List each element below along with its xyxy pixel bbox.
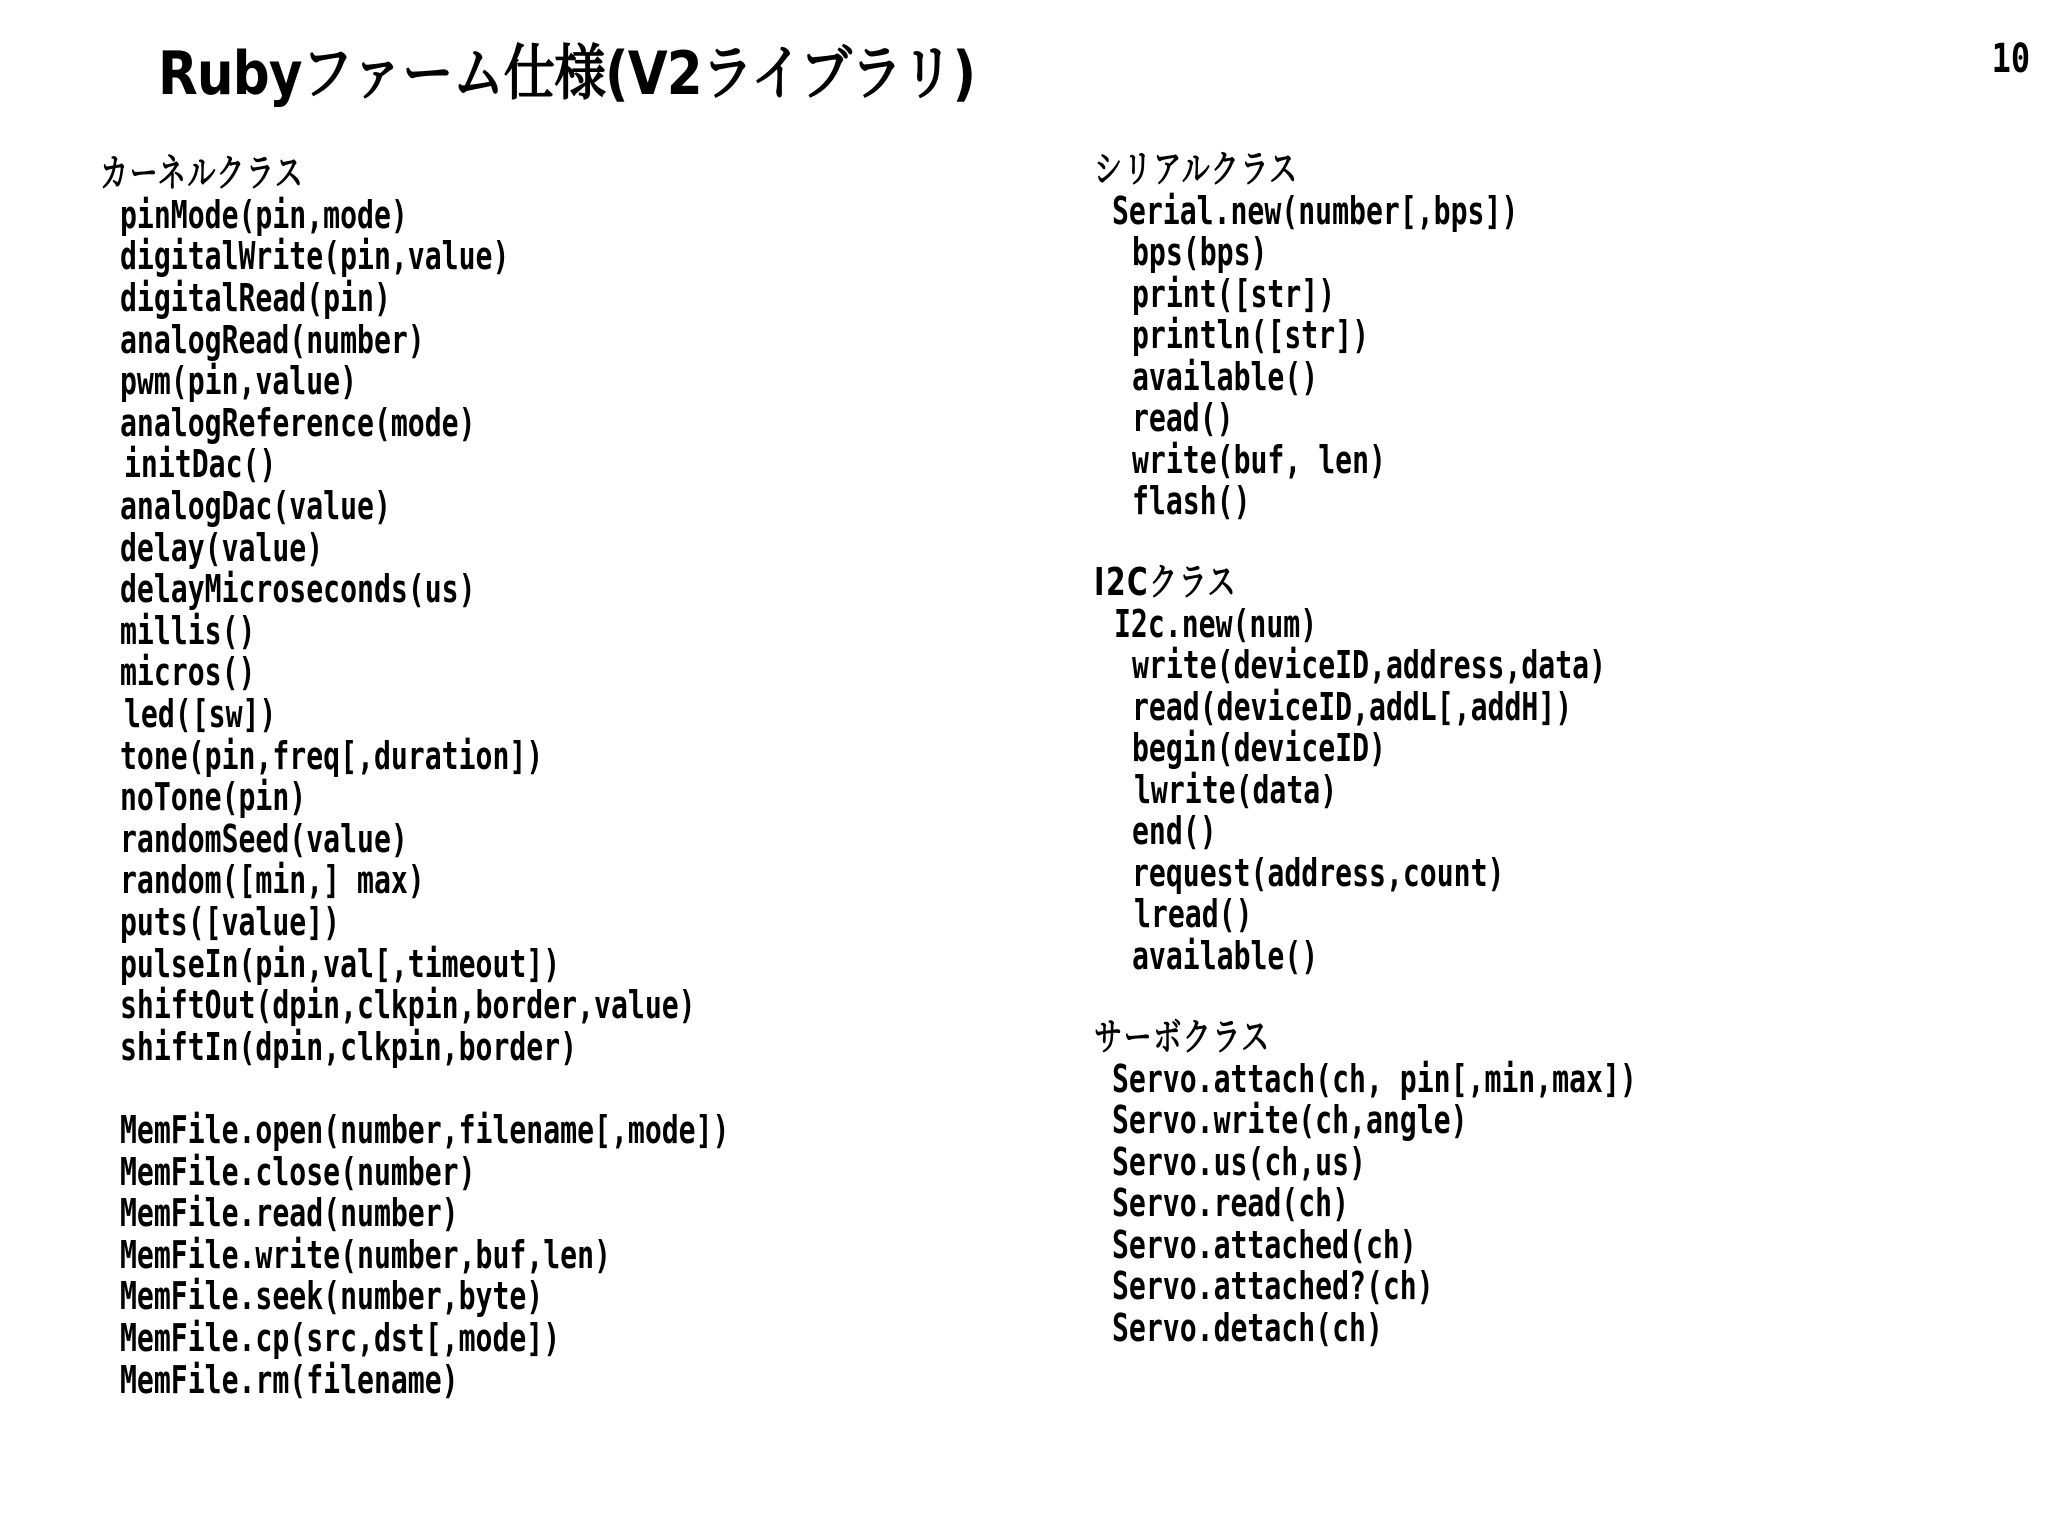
- slide-title: Rubyファーム仕様(V2ライブラリ): [158, 39, 976, 109]
- servo-method: Servo.read(ch): [1112, 1181, 1350, 1225]
- kernel-method: delay(value): [120, 526, 324, 570]
- i2c-method: read(deviceID,addL[,addH]): [1132, 685, 1573, 729]
- servo-heading: サーボクラス: [1094, 1015, 1271, 1059]
- serial-method: available(): [1132, 355, 1319, 399]
- memfile-method: MemFile.close(number): [120, 1150, 476, 1194]
- memfile-method: MemFile.write(number,buf,len): [120, 1233, 611, 1277]
- servo-method: Servo.attached?(ch): [1112, 1264, 1434, 1308]
- serial-method: println([str]): [1132, 313, 1370, 357]
- kernel-method: analogRead(number): [120, 318, 425, 362]
- kernel-method: tone(pin,freq[,duration]): [120, 734, 544, 778]
- kernel-method: noTone(pin): [120, 775, 307, 819]
- kernel-method: millis(): [120, 609, 256, 653]
- serial-heading: シリアルクラス: [1094, 147, 1299, 191]
- i2c-method: lread(): [1134, 892, 1253, 936]
- i2c-method: end(): [1132, 809, 1217, 853]
- kernel-method: led([sw]): [124, 692, 277, 736]
- serial-constructor: Serial.new(number[,bps]): [1112, 189, 1519, 233]
- kernel-method: digitalWrite(pin,value): [120, 234, 510, 278]
- serial-method: print([str]): [1132, 272, 1336, 316]
- i2c-method: request(address,count): [1132, 851, 1505, 895]
- i2c-constructor: I2c.new(num): [1114, 602, 1318, 646]
- kernel-method: random([min,] max): [120, 858, 425, 902]
- i2c-method: begin(deviceID): [1132, 726, 1386, 770]
- kernel-method: delayMicroseconds(us): [120, 567, 476, 611]
- memfile-method: MemFile.rm(filename): [120, 1358, 459, 1402]
- kernel-method: pulseIn(pin,val[,timeout]): [120, 942, 561, 986]
- kernel-method: shiftOut(dpin,clkpin,border,value): [120, 983, 696, 1027]
- memfile-method: MemFile.read(number): [120, 1191, 459, 1235]
- kernel-method: pwm(pin,value): [120, 359, 358, 403]
- kernel-method: analogReference(mode): [120, 401, 476, 445]
- servo-method: Servo.us(ch,us): [1112, 1140, 1366, 1184]
- kernel-method: shiftIn(dpin,clkpin,border): [120, 1025, 578, 1069]
- i2c-method: write(deviceID,address,data): [1132, 643, 1607, 687]
- i2c-method: available(): [1132, 934, 1319, 978]
- kernel-method: initDac(): [124, 442, 277, 486]
- kernel-method: micros(): [120, 650, 256, 694]
- servo-method: Servo.detach(ch): [1112, 1306, 1383, 1350]
- serial-method: write(buf, len): [1132, 438, 1386, 482]
- serial-method: bps(bps): [1132, 230, 1268, 274]
- memfile-method: MemFile.open(number,filename[,mode]): [120, 1108, 730, 1152]
- kernel-method: puts([value]): [120, 900, 341, 944]
- kernel-heading: カーネルクラス: [100, 151, 305, 195]
- kernel-method: randomSeed(value): [120, 817, 408, 861]
- servo-method: Servo.attached(ch): [1112, 1223, 1417, 1267]
- serial-method: read(): [1132, 396, 1234, 440]
- i2c-heading: I2Cクラス: [1094, 560, 1238, 604]
- kernel-method: digitalRead(pin): [120, 276, 391, 320]
- servo-method: Servo.attach(ch, pin[,min,max]): [1112, 1057, 1637, 1101]
- i2c-method: lwrite(data): [1134, 768, 1338, 812]
- page-number: 10: [1991, 36, 2030, 82]
- serial-method: flash(): [1132, 479, 1251, 523]
- memfile-method: MemFile.cp(src,dst[,mode]): [120, 1316, 561, 1360]
- memfile-method: MemFile.seek(number,byte): [120, 1274, 544, 1318]
- servo-method: Servo.write(ch,angle): [1112, 1098, 1468, 1142]
- kernel-method: analogDac(value): [120, 484, 391, 528]
- kernel-method: pinMode(pin,mode): [120, 193, 408, 237]
